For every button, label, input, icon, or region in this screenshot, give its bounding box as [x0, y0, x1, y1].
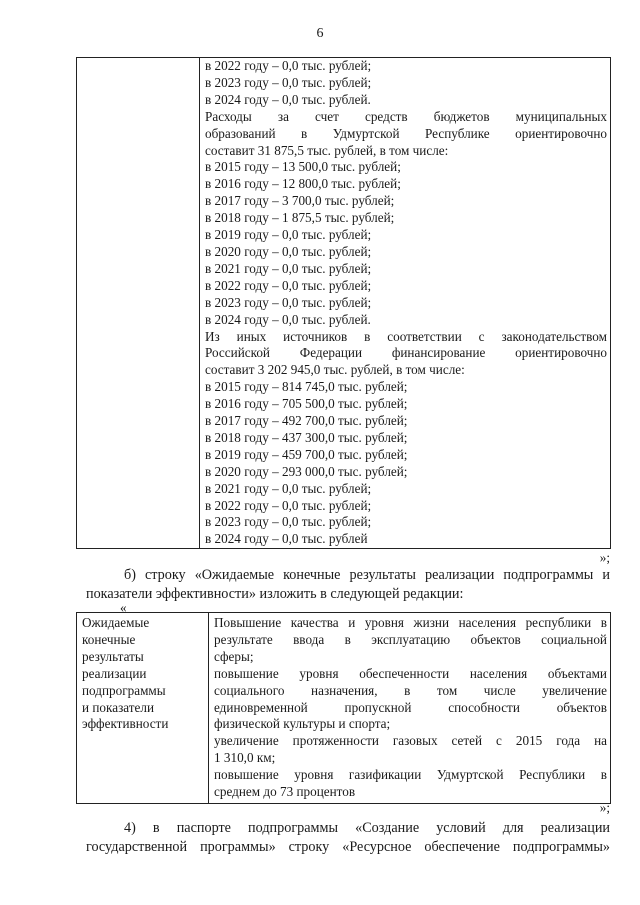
results-content-line: сферы;: [214, 648, 254, 664]
results-content-line: результате ввода в эксплуатацию объектов социальной: [214, 631, 607, 647]
finance-line: в 2022 году – 0,0 тыс. рублей;: [205, 58, 372, 73]
paragraph-4: [86, 819, 610, 856]
results-content-line: Повышение качества и уровня жизни населения республики в: [214, 615, 607, 630]
finance-line: в 2022 году – 0,0 тыс. рублей;: [205, 277, 372, 293]
results-table-label-cell: [77, 613, 209, 804]
results-label-line: и показатели: [82, 699, 155, 715]
other-sources-paragraph-line: Из иных источников в соответствии с законодательством: [205, 328, 607, 344]
finance-line: в 2019 году – 459 700,0 тыс. рублей;: [205, 446, 408, 462]
finance-line: в 2019 году – 0,0 тыс. рублей;: [205, 227, 372, 243]
finance-line: в 2022 году – 0,0 тыс. рублей;: [205, 497, 372, 513]
results-content-line: социального назначения, в том числе увеличение: [214, 682, 607, 698]
paragraph-b-line-1: б) строку «Ожидаемые конечные результаты реализации подпрограммы и: [124, 567, 610, 583]
finance-line: в 2023 году – 0,0 тыс. рублей;: [205, 294, 372, 310]
results-label-line: конечные: [82, 631, 136, 647]
opening-quote: «: [120, 600, 127, 615]
municipal-total: составит 31 875,5 тыс. рублей, в том числе:: [205, 142, 449, 158]
finance-line: в 2017 году – 492 700,0 тыс. рублей;: [205, 413, 408, 429]
other-sources-paragraph-line: Российской Федерации финансирование ориентировочно: [205, 345, 607, 361]
results-label-line: результаты: [82, 648, 144, 664]
finance-line: в 2024 году – 0,0 тыс. рублей.: [205, 91, 371, 107]
other-sources-total: составит 3 202 945,0 тыс. рублей, в том числе:: [205, 362, 465, 378]
finance-table-content-cell: [200, 58, 611, 549]
finance-line: в 2021 году – 0,0 тыс. рублей;: [205, 480, 372, 496]
finance-line: в 2018 году – 1 875,5 тыс. рублей;: [205, 210, 395, 226]
results-label-line: Ожидаемые: [82, 615, 150, 630]
results-content-line: единовременной пропускной способности объектов: [214, 699, 607, 715]
results-content-line: повышение уровня обеспеченности населения объектами: [214, 665, 607, 681]
finance-line: в 2017 году – 3 700,0 тыс. рублей;: [205, 193, 395, 209]
page-number: 6: [316, 26, 324, 41]
finance-table-label-cell: [77, 58, 200, 549]
results-label-line: подпрограммы: [82, 682, 166, 698]
finance-line: в 2024 году – 0,0 тыс. рублей: [205, 531, 368, 547]
municipal-paragraph-line: образований в Удмуртской Республике ориентировочно: [205, 125, 607, 141]
results-label-line: эффективности: [82, 716, 169, 732]
paragraph-4-line-2: государственной программы» строку «Ресурсное обеспечение подпрограммы»: [86, 838, 610, 855]
municipal-paragraph-line: Расходы за счет средств бюджетов муниципальных: [205, 108, 607, 124]
finance-line: в 2020 году – 293 000,0 тыс. рублей;: [205, 463, 408, 479]
results-content-line: увеличение протяженности газовых сетей с 2015 года на: [214, 733, 607, 749]
finance-line: в 2023 году – 0,0 тыс. рублей;: [205, 74, 372, 90]
results-label-line: реализации: [82, 665, 147, 681]
paragraph-4-line-1: 4) в паспорте подпрограммы «Создание условий для реализации: [124, 820, 610, 836]
finance-line: в 2020 году – 0,0 тыс. рублей;: [205, 243, 372, 259]
paragraph-b-line-2: показатели эффективности» изложить в следующей редакции:: [86, 585, 464, 602]
finance-line: в 2021 году – 0,0 тыс. рублей;: [205, 260, 372, 276]
finance-table: [76, 57, 611, 549]
results-content-line: 1 310,0 км;: [214, 750, 276, 766]
closing-quote: »;: [599, 550, 610, 565]
paragraph-b: [86, 566, 610, 603]
results-content-line: среднем до 73 процентов: [214, 784, 356, 800]
finance-line: в 2024 году – 0,0 тыс. рублей.: [205, 311, 371, 327]
finance-line: в 2016 году – 705 500,0 тыс. рублей;: [205, 396, 408, 412]
finance-line: в 2018 году – 437 300,0 тыс. рублей;: [205, 429, 408, 445]
closing-quote: »;: [599, 800, 610, 815]
results-content-line: повышение уровня газификации Удмуртской Республики в: [214, 767, 607, 783]
finance-line: в 2015 году – 814 745,0 тыс. рублей;: [205, 379, 408, 395]
finance-line: в 2023 году – 0,0 тыс. рублей;: [205, 514, 372, 530]
finance-line: в 2016 году – 12 800,0 тыс. рублей;: [205, 176, 401, 192]
finance-line: в 2015 году – 13 500,0 тыс. рублей;: [205, 159, 401, 175]
results-content-line: физической культуры и спорта;: [214, 716, 391, 732]
results-table-content-cell: [209, 613, 611, 804]
results-table: [76, 612, 611, 804]
